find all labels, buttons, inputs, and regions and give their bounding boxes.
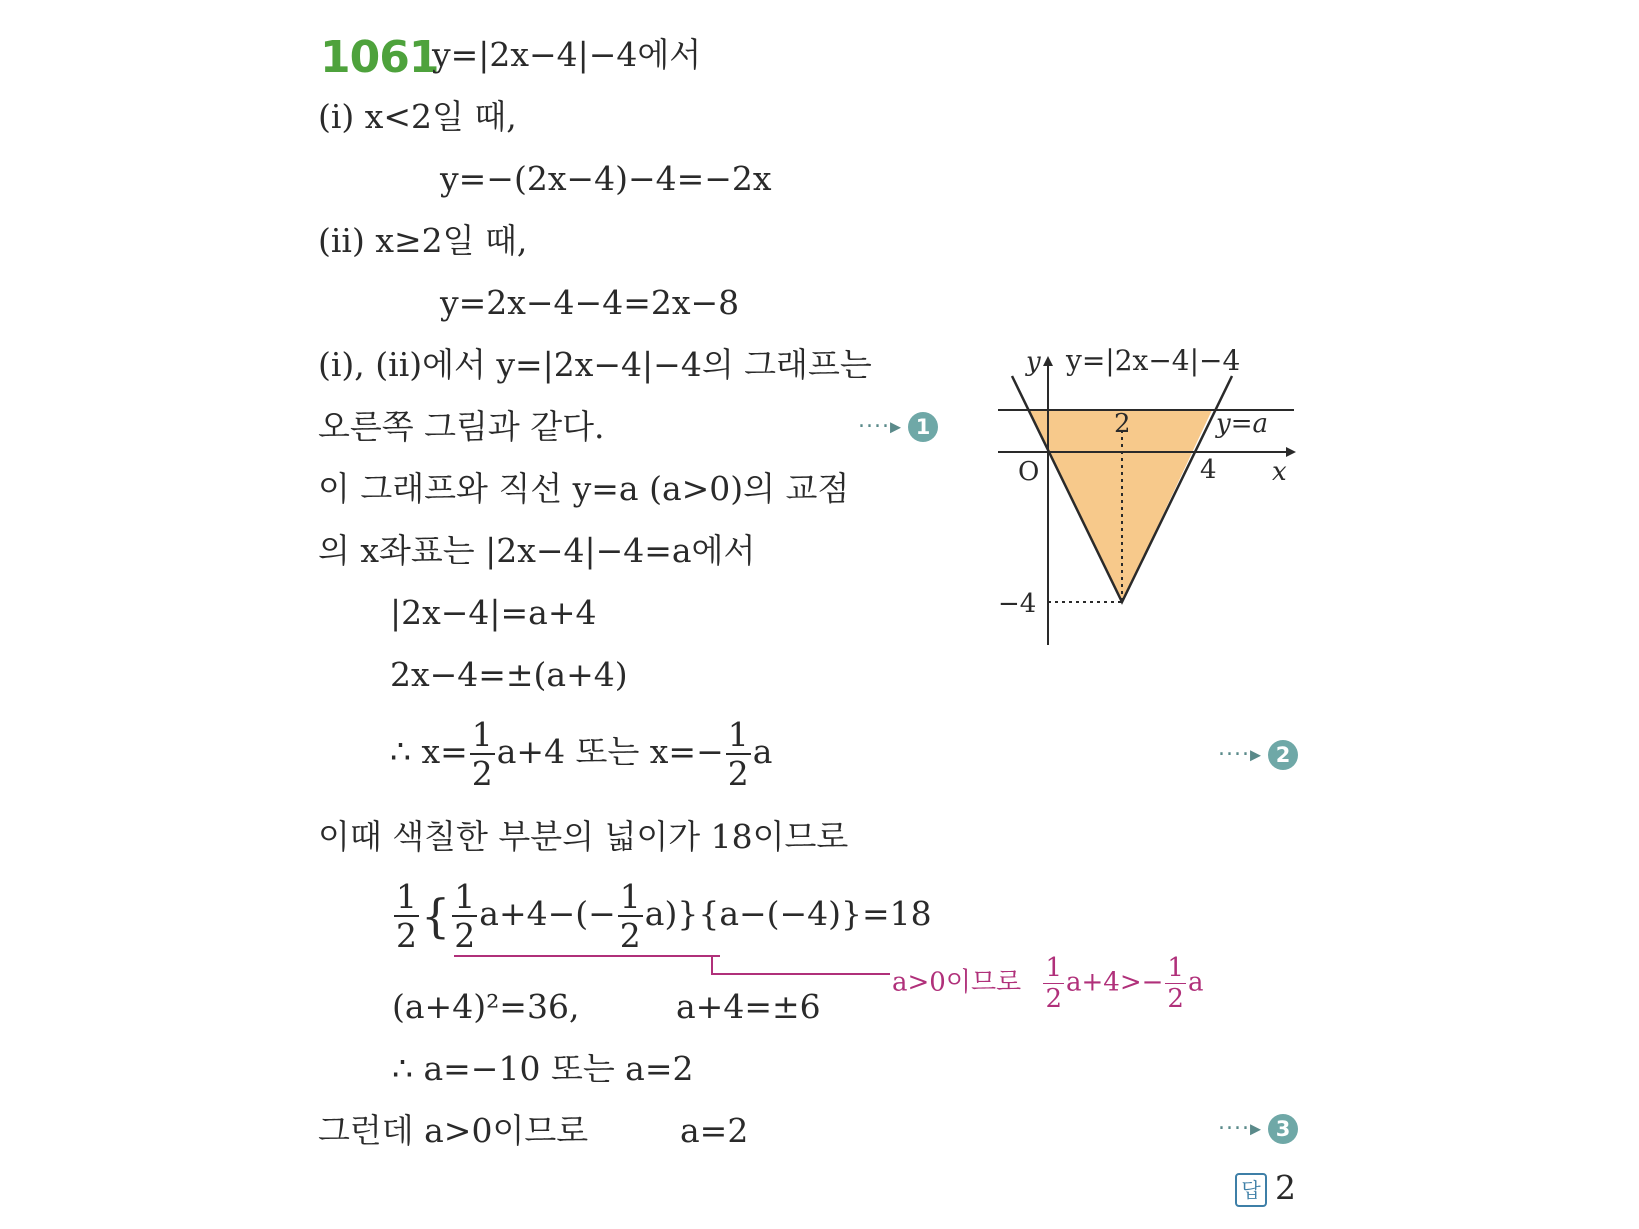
answer xyxy=(1235,1168,1296,1207)
case-2-heading: (ii) x≥2일 때, xyxy=(318,221,528,260)
graph-title: y=|2x−4|−4 xyxy=(1066,344,1241,377)
fraction-half: $\frac{1}{2}$ xyxy=(1167,953,1184,1014)
step-marker-2: ····▸ 2 xyxy=(1218,740,1298,770)
case-1-equation: y=−(2x−4)−4=−2x xyxy=(440,159,772,198)
step-marker-1: ····▸ 1 xyxy=(858,412,938,442)
line-equation: y=|2x−4|−4에서 xyxy=(432,35,702,74)
a-solutions: ∴ a=−10 또는 a=2 xyxy=(392,1049,694,1088)
fraction-half: $\frac{1}{2}$ xyxy=(471,715,493,793)
problem-number: 1061 xyxy=(320,32,439,83)
area-statement: 이때 색칠한 부분의 넓이가 18이므로 xyxy=(318,817,849,856)
square-equation: (a+4)²=36, xyxy=(392,987,580,1026)
fraction-half: $\frac{1}{2}$ xyxy=(396,877,417,955)
condition-line: 그런데 a>0이므로 xyxy=(318,1111,589,1150)
pm-six-equation: a+4=±6 xyxy=(676,987,821,1026)
y-axis-label: y xyxy=(1026,347,1041,377)
intersection-line-2: 의 x좌표는 |2x−4|−4=a에서 xyxy=(318,531,756,570)
answer-icon: 답 xyxy=(1235,1173,1267,1207)
x-tick-2: 2 xyxy=(1114,409,1131,439)
case-2-equation: y=2x−4−4=2x−8 xyxy=(440,283,740,322)
fraction-half: $\frac{1}{2}$ xyxy=(1045,953,1062,1014)
fraction-half: $\frac{1}{2}$ xyxy=(454,877,476,955)
step-3-badge: 3 xyxy=(1268,1114,1298,1144)
x-solutions: ∴ x= $\frac{1}{2}$ a+4 또는 x=− $\frac{1}{2}$ a xyxy=(390,715,773,793)
x-axis-arrow xyxy=(1286,447,1296,457)
answer-value: 2 xyxy=(1275,1168,1296,1207)
origin-label: O xyxy=(1018,457,1040,487)
y-axis-arrow xyxy=(1043,356,1053,366)
y-tick-neg4: −4 xyxy=(998,589,1037,619)
note-bracket xyxy=(450,950,890,980)
step-1-badge: 1 xyxy=(908,412,938,442)
x-axis-label: x xyxy=(1272,457,1287,487)
case-1-heading: (i) x<2일 때, xyxy=(318,97,517,136)
x-tick-4: 4 xyxy=(1200,455,1217,485)
intersection-line: 이 그래프와 직선 y=a (a>0)의 교점 xyxy=(318,469,850,508)
step-marker-3: ····▸ 3 xyxy=(1218,1114,1298,1144)
graph-intro-line: (i), (ii)에서 y=|2x−4|−4의 그래프는 xyxy=(318,345,872,384)
line-label: y=a xyxy=(1216,409,1268,439)
abs-equation: |2x−4|=a+4 xyxy=(390,593,597,632)
graph-intro-line-2: 오른쪽 그림과 같다. xyxy=(318,407,605,446)
final-value: a=2 xyxy=(680,1111,749,1150)
graph xyxy=(990,340,1310,650)
fraction-half: $\frac{1}{2}$ xyxy=(619,877,641,955)
area-equation: $\frac{1}{2}$ { $\frac{1}{2}$ a+4−(− $\frac{1}{2}$ a)}{a−(−4)}=18 xyxy=(396,877,932,955)
fraction-half: $\frac{1}{2}$ xyxy=(727,715,749,793)
margin-note: a>0이므로 $\frac{1}{2}$ a+4>− $\frac{1}{2}$ a xyxy=(892,953,1204,1014)
step-2-badge: 2 xyxy=(1268,740,1298,770)
pm-equation: 2x−4=±(a+4) xyxy=(390,655,628,694)
